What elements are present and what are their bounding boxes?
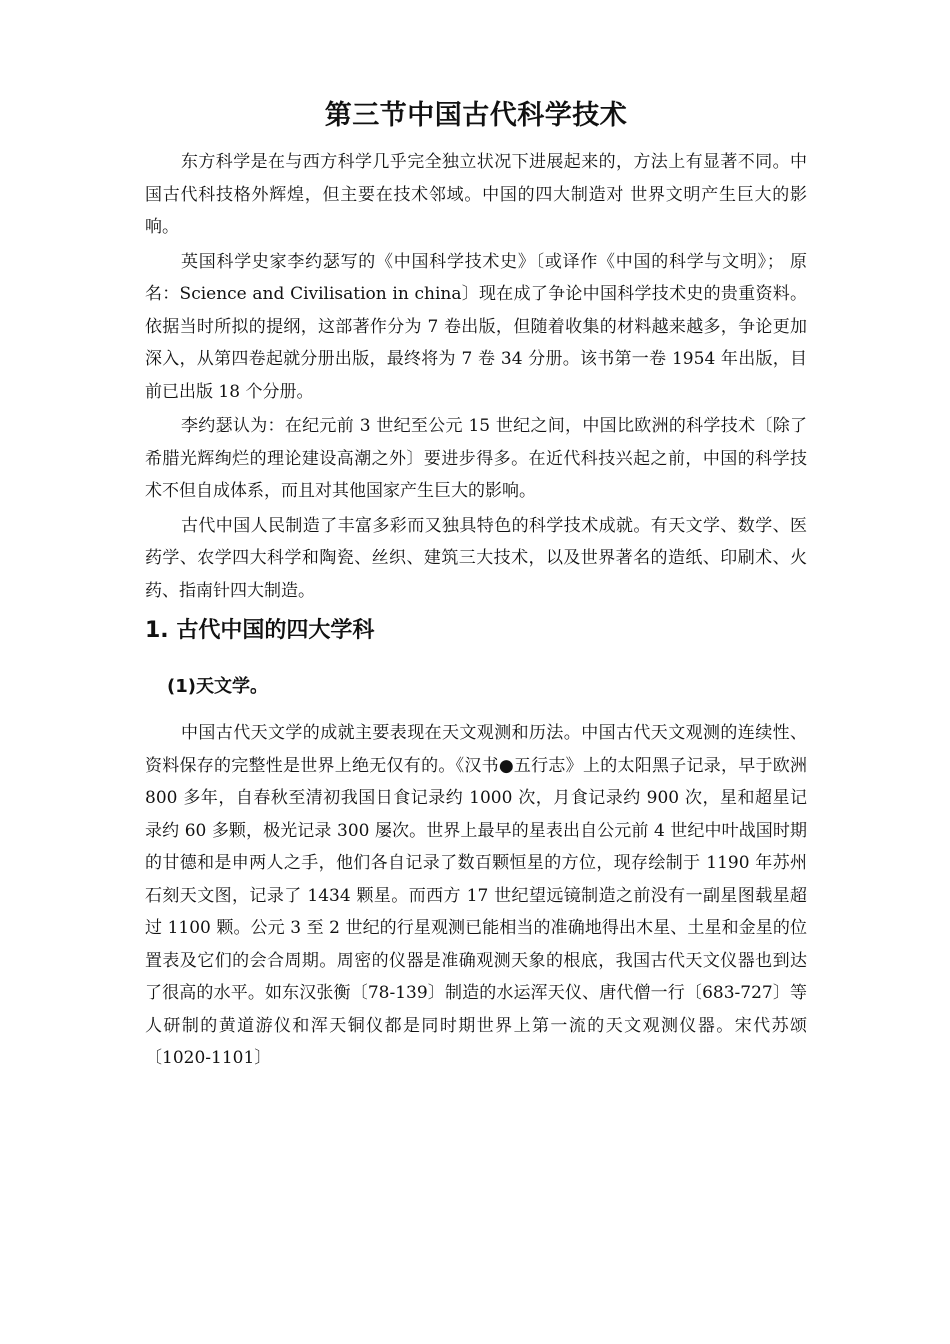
intro-paragraph-3: 李约瑟认为：在纪元前 3 世纪至公元 15 世纪之间，中国比欧洲的科学技术〔除了希腊光辉绚烂的理论建设高潮之外〕要进步得多。在近代科技兴起之前，中国的科学技术不但自成体系，而且对其他国家产生巨大的影响。 <box>145 416 807 501</box>
astronomy-paragraph: 中国古代天文学的成就主要表现在天文观测和历法。中国古代天文观测的连续性、资料保存的完整性是世界上绝无仅有的。《汉书●五行志》上的太阳黑子记录，早于欧洲 800 多年，自春秋至清初我国日食记录约 1000 次，月食记录约 900 次，星和超星记录约 60 多颗，极光记录 300 屡次。世界上最早的星表出自公元前 4 世纪中叶战国时期的甘德和是申两人之手，他们各自记录了数百颗恒星的方位，现存绘制于 1190 年苏州石刻天文图，记录了 1434 颗星。而西方 17 世纪望远镜制造之前没有一副星图载星超过 1100 颗。公元 3 至 2 世纪的行星观测已能相当的准确地得出木星、土星和金星的位置表及它们的会合周期。周密的仪器是准确观测天象的根底，我国古代天文仪器也到达了很高的水平。如东汉张衡〔78-139〕制造的水运浑天仪、唐代僧一行〔683-727〕等人研制的黄道游仪和浑天铜仪都是同时期世界上第一流的天文观测仪器。宋代苏颂〔1020-1101〕 <box>145 723 807 1068</box>
subsection-heading: (1)天文学。 <box>167 676 268 697</box>
intro-paragraph-1: 东方科学是在与西方科学几乎完全独立状况下进展起来的，方法上有显著不同。中国古代科技格外辉煌，但主要在技术邻域。中国的四大制造对 世界文明产生巨大的影响。 <box>145 152 807 237</box>
intro-paragraph-4: 古代中国人民制造了丰富多彩而又独具特色的科学技术成就。有天文学、数学、医药学、农学四大科学和陶瓷、丝织、建筑三大技术，以及世界著名的造纸、印刷术、火药、指南针四大制造。 <box>145 515 807 601</box>
section-heading: 1. 古代中国的四大学科 <box>145 618 375 643</box>
page-title: 第三节中国古代科学技术 <box>324 100 628 131</box>
intro-paragraph-2: 英国科学史家李约瑟写的《中国科学技术史》〔或译作《中国的科学与文明》； 原名：Science and Civilisation in china〕现在成了争论中国科学技术史的贵重资料。依据当时所拟的提纲，这部著作分为 7 卷出版，但随着收集的材料越来越多，争论更加深入，从第四卷起就分册出版，最终将为 7 卷 34 分册。该书第一卷 1954 年出版，目前已出版 18 个分册。 <box>145 251 807 402</box>
